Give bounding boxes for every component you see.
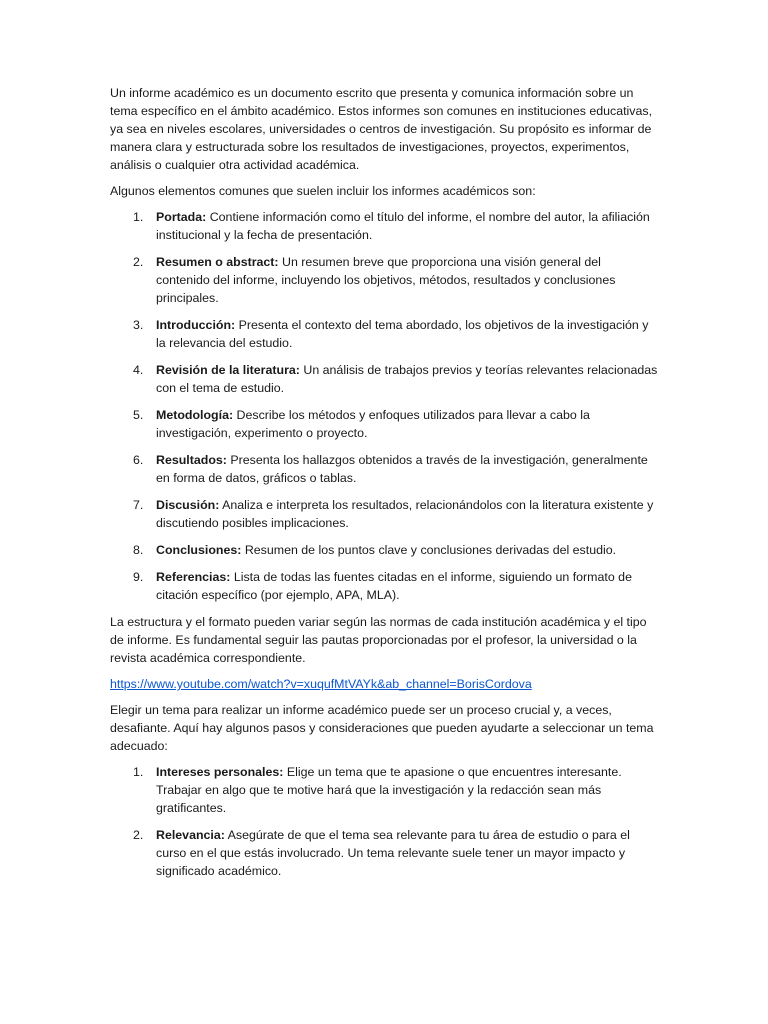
- list-term: Introducción:: [156, 318, 236, 332]
- list-term: Referencias:: [156, 570, 231, 584]
- list-number: 1.: [133, 210, 144, 224]
- list-term: Resumen o abstract:: [156, 255, 279, 269]
- list-term: Intereses personales:: [156, 765, 284, 779]
- list-number: 8.: [133, 543, 144, 557]
- list-number: 7.: [133, 498, 144, 512]
- list-term: Portada:: [156, 210, 207, 224]
- list-term: Conclusiones:: [156, 543, 242, 557]
- elements-list: [110, 208, 658, 604]
- list-number: 4.: [133, 363, 144, 377]
- list-number: 9.: [133, 570, 144, 584]
- youtube-link[interactable]: https://www.youtube.com/watch?v=xuqufMtVAYk&ab_channel=BorisCordova: [110, 677, 532, 691]
- list-item-discusion: [110, 496, 658, 532]
- link-paragraph: [110, 675, 658, 693]
- list-item-intereses: [110, 763, 658, 817]
- list-text: Lista de todas las fuentes citadas en el informe, siguiendo un formato de citación específico (por ejemplo, APA, MLA).: [156, 570, 632, 602]
- list-item-introduccion: [110, 316, 658, 352]
- list-text: Un análisis de trabajos previos y teorías relevantes relacionadas con el tema de estudio.: [156, 363, 658, 395]
- list-number: 1.: [133, 765, 144, 779]
- list-text: Presenta el contexto del tema abordado, los objetivos de la investigación y la relevancia del estudio.: [156, 318, 649, 350]
- list-item-resumen: [110, 253, 658, 307]
- list-text: Elige un tema que te apasione o que encuentres interesante. Trabajar en algo que te motive hará que la investigación y la redacción sean más gratificantes.: [156, 765, 622, 815]
- list-item-metodologia: [110, 406, 658, 442]
- list-term: Resultados:: [156, 453, 227, 467]
- list-term: Revisión de la literatura:: [156, 363, 300, 377]
- list-number: 6.: [133, 453, 144, 467]
- list-item-relevancia: [110, 826, 658, 880]
- list-item-revision: [110, 361, 658, 397]
- elements-intro: Algunos elementos comunes que suelen incluir los informes académicos son:: [110, 184, 536, 198]
- intro-paragraph: Un informe académico es un documento escrito que presenta y comunica información sobre un tema específico en el ámbito académico. Estos informes son comunes en instituciones educativas, ya sea en niveles escolares, universidades o centros de investigación. Su propósito es informar de manera clara y estructurada sobre los resultados de investigaciones, proyectos, experimentos, análisis o cualquier otra actividad académica.: [110, 86, 653, 172]
- topic-paragraph: Elegir un tema para realizar un informe académico puede ser un proceso crucial y, a veces, desafiante. Aquí hay algunos pasos y consideraciones que pueden ayudarte a seleccionar un tema adecuado:: [110, 703, 654, 753]
- steps-list: [110, 763, 658, 880]
- list-number: 3.: [133, 318, 144, 332]
- list-item-resultados: [110, 451, 658, 487]
- list-term: Metodología:: [156, 408, 234, 422]
- structure-paragraph: La estructura y el formato pueden variar según las normas de cada institución académica y el tipo de informe. Es fundamental seguir las pautas proporcionadas por el profesor, la universidad o la revista académica correspondiente.: [110, 615, 647, 665]
- list-text: Contiene información como el título del informe, el nombre del autor, la afiliación institucional y la fecha de presentación.: [156, 210, 650, 242]
- list-term: Discusión:: [156, 498, 220, 512]
- list-item-conclusiones: [110, 541, 658, 559]
- list-text: Describe los métodos y enfoques utilizados para llevar a cabo la investigación, experimento o proyecto.: [156, 408, 590, 440]
- list-number: 2.: [133, 828, 144, 842]
- list-text: Resumen de los puntos clave y conclusiones derivadas del estudio.: [241, 543, 617, 557]
- list-number: 5.: [133, 408, 144, 422]
- list-number: 2.: [133, 255, 144, 269]
- list-text: Asegúrate de que el tema sea relevante para tu área de estudio o para el curso en el que estás involucrado. Un tema relevante suele tener un mayor impacto y significado académico.: [156, 828, 630, 878]
- list-text: Un resumen breve que proporciona una visión general del contenido del informe, incluyendo los objetivos, métodos, resultados y conclusiones principales.: [156, 255, 616, 305]
- list-text: Presenta los hallazgos obtenidos a través de la investigación, generalmente en forma de datos, gráficos o tablas.: [156, 453, 648, 485]
- list-item-portada: [110, 208, 658, 244]
- list-text: Analiza e interpreta los resultados, relacionándolos con la literatura existente y discutiendo posibles implicaciones.: [156, 498, 654, 530]
- list-term: Relevancia:: [156, 828, 225, 842]
- list-item-referencias: [110, 568, 658, 604]
